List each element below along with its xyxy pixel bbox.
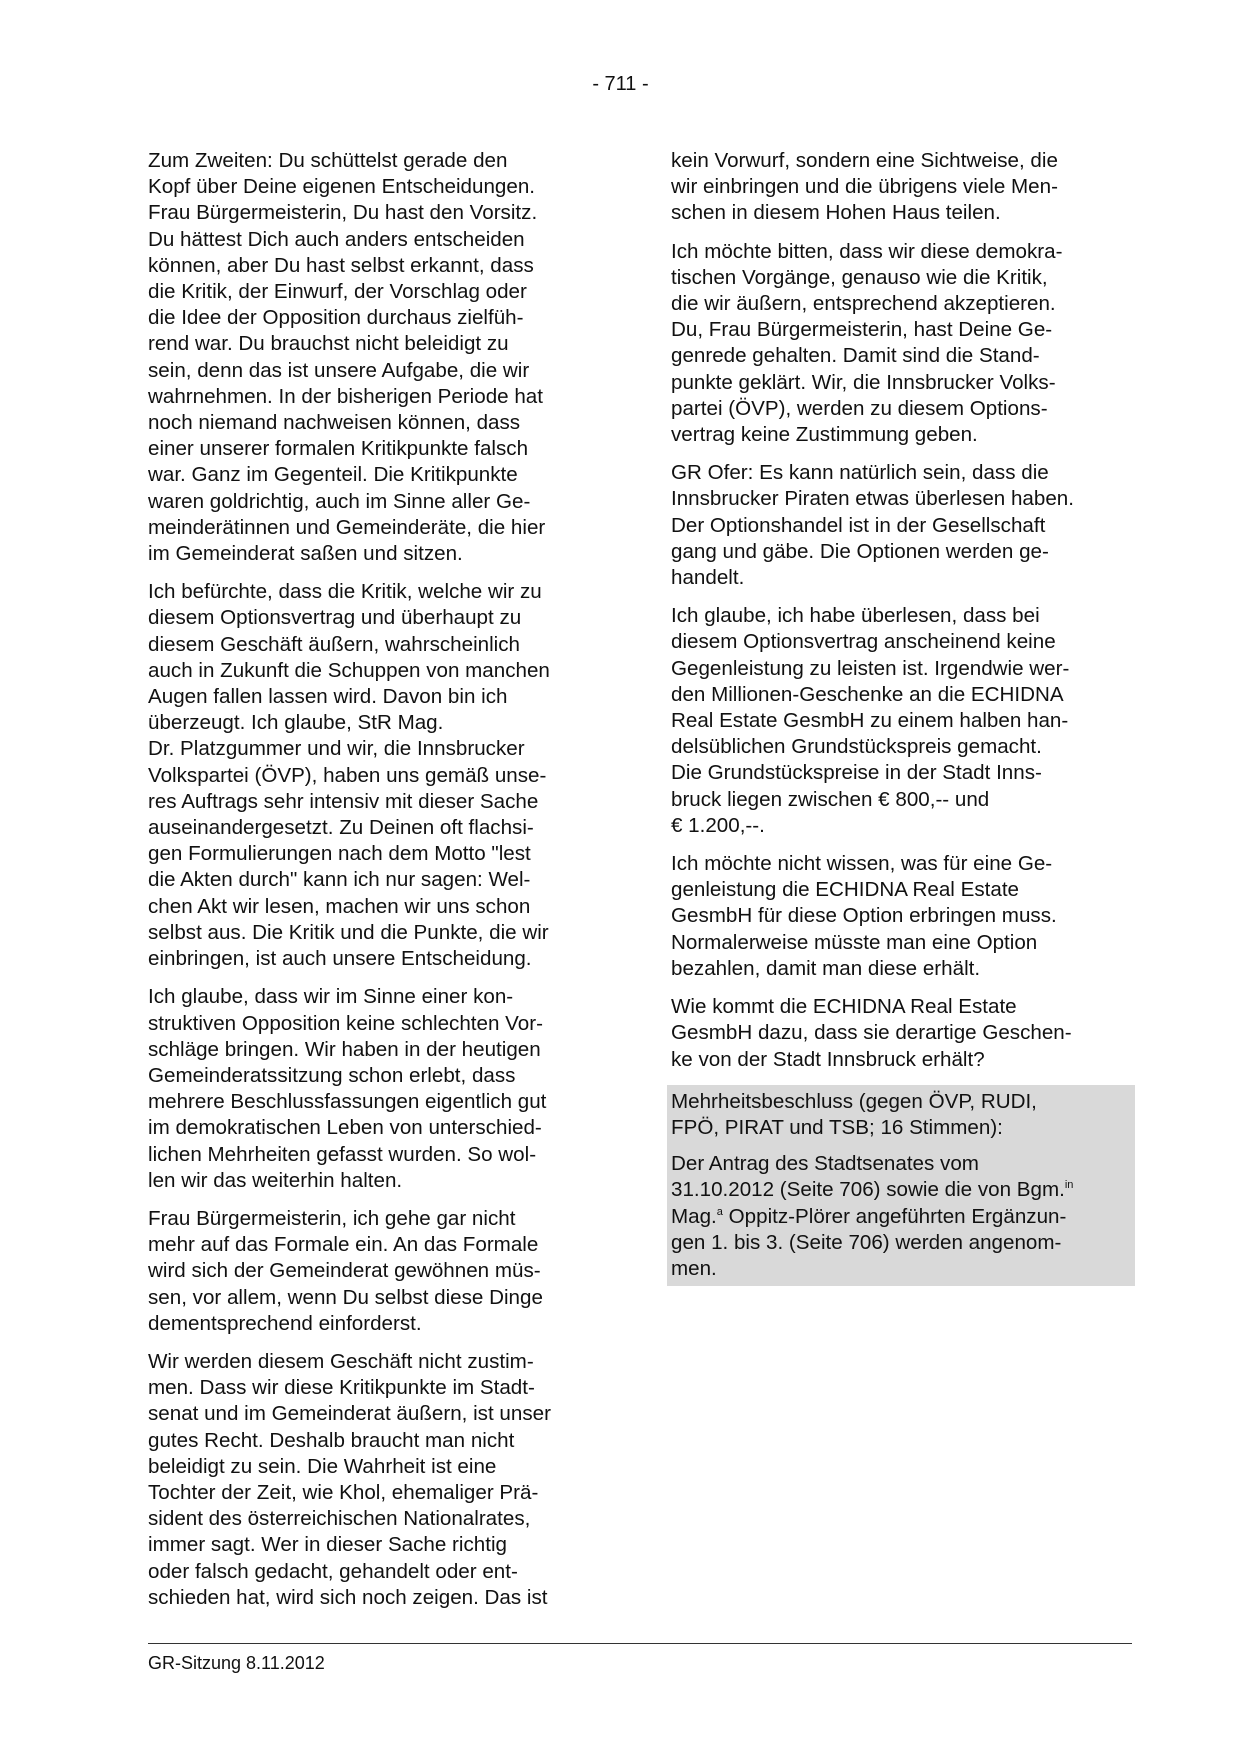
- text-line: Innsbrucker Piraten etwas überlesen haben.: [671, 487, 1074, 511]
- text-line: delsüblichen Grundstückspreis gemacht.: [671, 735, 1042, 759]
- text-line: schieden hat, wird sich noch zeigen. Das ist: [148, 1585, 548, 1609]
- text-line: im Gemeinderat saßen und sitzen.: [148, 542, 463, 566]
- text-line: war. Ganz im Gegenteil. Die Kritikpunkte: [148, 463, 518, 487]
- text-line: überzeugt. Ich glaube, StR Mag.: [148, 711, 444, 735]
- text-line: bruck liegen zwischen € 800,-- und: [671, 787, 990, 811]
- text-line: diesem Optionsvertrag und überhaupt zu: [148, 606, 522, 630]
- text-line: Ich möchte bitten, dass wir diese demokra-: [671, 239, 1063, 263]
- text-line: wird sich der Gemeinderat gewöhnen müs-: [148, 1259, 541, 1283]
- text-line: im demokratischen Leben von unterschied-: [148, 1116, 542, 1140]
- text-line: Gegenleistung zu leisten ist. Irgendwie wer-: [671, 656, 1070, 680]
- text-line: diesem Optionsvertrag anscheinend keine: [671, 630, 1056, 654]
- text-line: bezahlen, damit man diese erhält.: [671, 956, 981, 980]
- text-line: € 1.200,--.: [671, 813, 765, 837]
- paragraph: [671, 994, 1131, 1073]
- text-line: Kopf über Deine eigenen Entscheidungen.: [148, 175, 535, 199]
- text-line: lichen Mehrheiten gefasst wurden. So wol-: [148, 1142, 537, 1166]
- text-line: ke von der Stadt Innsbruck erhält?: [671, 1047, 985, 1071]
- superscript: in: [1064, 1179, 1074, 1192]
- text-line: immer sagt. Wer in dieser Sache richtig: [148, 1533, 507, 1557]
- text-line: [671, 1204, 1131, 1230]
- text-line: beleidigt zu sein. Die Wahrheit ist eine: [148, 1454, 497, 1478]
- text-line: Real Estate GesmbH zu einem halben han-: [671, 709, 1069, 733]
- paragraph: [671, 851, 1131, 982]
- text-line: senat und im Gemeinderat äußern, ist unser: [148, 1402, 551, 1426]
- footer-divider: [148, 1643, 1132, 1644]
- text-line: GesmbH für diese Option erbringen muss.: [671, 904, 1057, 928]
- text-line: chen Akt wir lesen, machen wir uns schon: [148, 894, 531, 918]
- text-line: sen, vor allem, wenn Du selbst diese Dinge: [148, 1285, 543, 1309]
- text-line: len wir das weiterhin halten.: [148, 1168, 403, 1192]
- text-line: punkte geklärt. Wir, die Innsbrucker Volks-: [671, 370, 1056, 394]
- superscript: a: [716, 1205, 723, 1218]
- text-line: vertrag keine Zustimmung geben.: [671, 423, 978, 447]
- text-line: Der Optionshandel ist in der Gesellschaft: [671, 513, 1046, 537]
- resolution-box: [667, 1085, 1135, 1286]
- text-line: oder falsch gedacht, gehandelt oder ent-: [148, 1559, 518, 1583]
- text-line: sident des österreichischen Nationalrates,: [148, 1507, 531, 1531]
- page-number: - 711 -: [592, 73, 649, 95]
- text-line: Dr. Platzgummer und wir, die Innsbrucker: [148, 737, 525, 761]
- vote-result: [671, 1089, 1131, 1141]
- text-line: schläge bringen. Wir haben in der heutigen: [148, 1037, 541, 1061]
- text-line: meinderätinnen und Gemeinderäte, die hier: [148, 515, 546, 539]
- text-line: genrede gehalten. Damit sind die Stand-: [671, 344, 1040, 368]
- text-line: kein Vorwurf, sondern eine Sichtweise, die: [671, 149, 1058, 172]
- text-line: noch niemand nachweisen können, dass: [148, 411, 521, 435]
- paragraph: [148, 579, 603, 972]
- text-line: partei (ÖVP), werden zu diesem Options-: [671, 396, 1048, 420]
- paragraph: [671, 239, 1131, 449]
- text-line: Frau Bürgermeisterin, ich gehe gar nicht: [148, 1206, 516, 1230]
- text-line: einer unserer formalen Kritikpunkte falsch: [148, 437, 529, 461]
- text-line: wir einbringen und die übrigens viele Men-: [671, 175, 1058, 199]
- text-fragment: Oppitz-Plörer angeführten Ergänzun-: [722, 1204, 1067, 1228]
- paragraph: [671, 148, 1131, 227]
- text-line: GesmbH dazu, dass sie derartige Geschen-: [671, 1021, 1072, 1045]
- text-line: Normalerweise müsste man eine Option: [671, 930, 1038, 954]
- text-line: wahrnehmen. In der bisherigen Periode hat: [148, 384, 543, 408]
- text-line: selbst aus. Die Kritik und die Punkte, die wir: [148, 920, 549, 944]
- text-line: gang und gäbe. Die Optionen werden ge-: [671, 539, 1049, 563]
- text-line: FPÖ, PIRAT und TSB; 16 Stimmen):: [671, 1115, 1003, 1139]
- text-line: Ich möchte nicht wissen, was für eine Ge-: [671, 852, 1053, 876]
- paragraph: [671, 603, 1131, 839]
- text-line: die Idee der Opposition durchaus zielfüh-: [148, 306, 524, 330]
- paragraph: [148, 984, 603, 1194]
- text-line: Tochter der Zeit, wie Khol, ehemaliger Prä-: [148, 1480, 539, 1504]
- text-line: genleistung die ECHIDNA Real Estate: [671, 878, 1019, 902]
- text-line: Gemeinderatssitzung schon erlebt, dass: [148, 1063, 516, 1087]
- text-line: den Millionen-Geschenke an die ECHIDNA: [671, 682, 1064, 706]
- text-line: können, aber Du hast selbst erkannt, dass: [148, 253, 534, 277]
- text-line: auch in Zukunft die Schuppen von manchen: [148, 658, 550, 682]
- text-line: auseinandergesetzt. Zu Deinen oft flachsi-: [148, 816, 534, 840]
- text-line: Ich befürchte, dass die Kritik, welche wir zu: [148, 580, 542, 604]
- text-line: Augen fallen lassen wird. Davon bin ich: [148, 685, 508, 709]
- text-line: gen Formulierungen nach dem Motto "lest: [148, 842, 531, 866]
- text-line: Volkspartei (ÖVP), haben uns gemäß unse-: [148, 763, 547, 787]
- text-line: GR Ofer: Es kann natürlich sein, dass die: [671, 461, 1049, 485]
- text-line: Du hättest Dich auch anders entscheiden: [148, 227, 525, 251]
- text-line: res Auftrags sehr intensiv mit dieser Sache: [148, 789, 539, 813]
- text-line: gutes Recht. Deshalb braucht man nicht: [148, 1428, 515, 1452]
- text-line: Ich glaube, ich habe überlesen, dass bei: [671, 604, 1040, 628]
- text-line: Mehrheitsbeschluss (gegen ÖVP, RUDI,: [671, 1089, 1037, 1113]
- text-line: diesem Geschäft äußern, wahrscheinlich: [148, 632, 521, 656]
- text-line: gen 1. bis 3. (Seite 706) werden angenom-: [671, 1230, 1062, 1254]
- paragraph: [671, 460, 1131, 591]
- text-line: Du, Frau Bürgermeisterin, hast Deine Ge-: [671, 318, 1053, 342]
- left-column: [148, 148, 603, 1623]
- text-line: men. Dass wir diese Kritikpunkte im Stadt-: [148, 1376, 535, 1400]
- text-line: Zum Zweiten: Du schüttelst gerade den: [148, 149, 508, 172]
- footer-session-date: GR-Sitzung 8.11.2012: [148, 1653, 325, 1673]
- text-line: dementsprechend einforderst.: [148, 1311, 422, 1335]
- text-line: rend war. Du brauchst nicht beleidigt zu: [148, 332, 509, 356]
- text-line: Wie kommt die ECHIDNA Real Estate: [671, 995, 1017, 1019]
- text-line: schen in diesem Hohen Haus teilen.: [671, 201, 1001, 225]
- paragraph: [148, 1206, 603, 1337]
- right-column: [671, 148, 1131, 1286]
- text-line: einbringen, ist auch unsere Entscheidung.: [148, 947, 532, 971]
- text-line: die Akten durch" kann ich nur sagen: Wel-: [148, 868, 531, 892]
- text-line: mehrere Beschlussfassungen eigentlich gut: [148, 1090, 547, 1114]
- text-line: men.: [671, 1256, 717, 1280]
- text-fragment: Mag.: [671, 1204, 717, 1228]
- text-line: Frau Bürgermeisterin, Du hast den Vorsitz.: [148, 201, 538, 225]
- text-line: mehr auf das Formale ein. An das Formale: [148, 1233, 539, 1257]
- text-line: [671, 1177, 1131, 1203]
- text-line: waren goldrichtig, auch im Sinne aller Ge-: [148, 489, 531, 513]
- text-line: Wir werden diesem Geschäft nicht zustim-: [148, 1349, 534, 1373]
- text-line: die wir äußern, entsprechend akzeptieren.: [671, 292, 1056, 316]
- decision-text: [671, 1151, 1131, 1282]
- text-line: tischen Vorgänge, genauso wie die Kritik,: [671, 265, 1048, 289]
- paragraph: [148, 1349, 603, 1611]
- text-line: Der Antrag des Stadtsenates vom: [671, 1152, 979, 1176]
- text-line: Die Grundstückspreise in der Stadt Inns-: [671, 761, 1042, 785]
- text-line: sein, denn das ist unsere Aufgabe, die wir: [148, 358, 530, 382]
- paragraph: [148, 148, 603, 567]
- text-line: die Kritik, der Einwurf, der Vorschlag oder: [148, 280, 527, 304]
- text-fragment: 31.10.2012 (Seite 706) sowie die von Bgm.: [671, 1178, 1065, 1202]
- text-line: struktiven Opposition keine schlechten Vor-: [148, 1011, 543, 1035]
- text-line: handelt.: [671, 566, 745, 590]
- text-line: Ich glaube, dass wir im Sinne einer kon-: [148, 985, 514, 1009]
